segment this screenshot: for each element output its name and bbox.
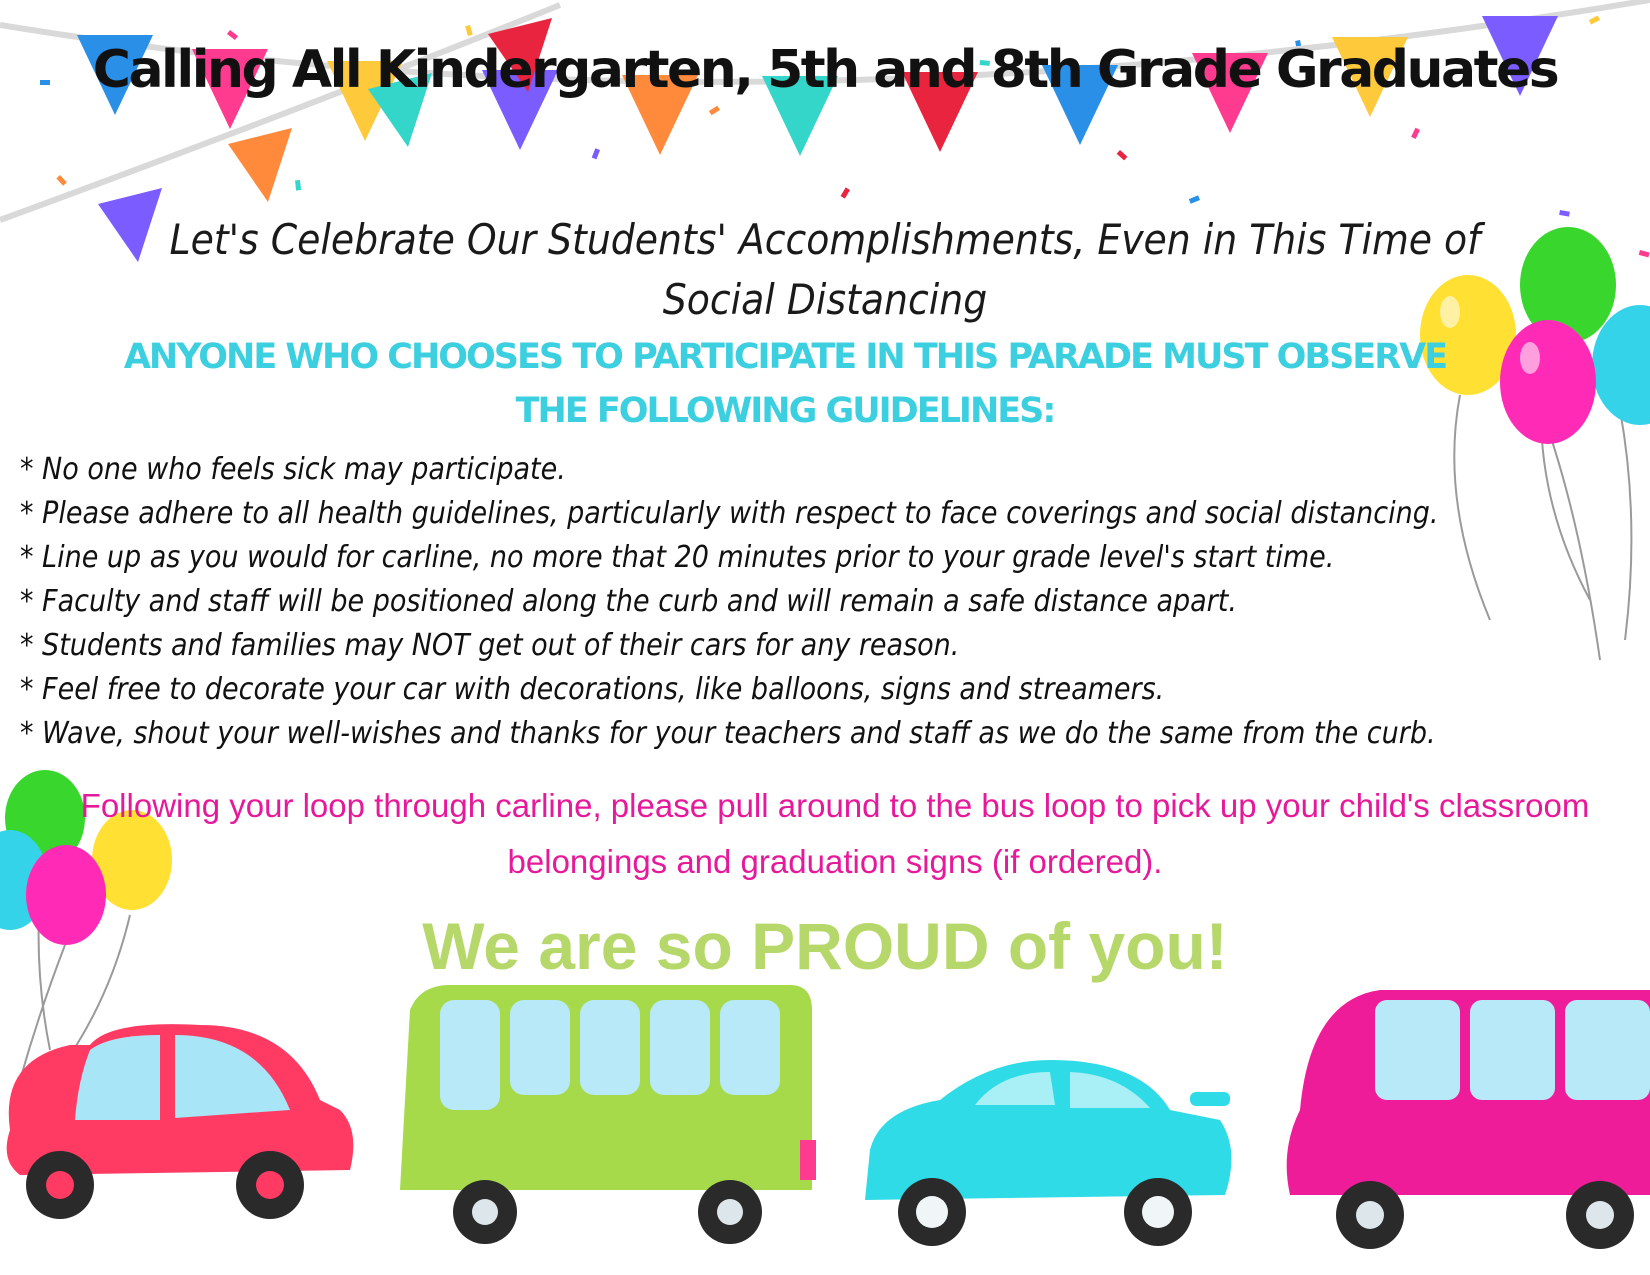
guideline-item: * No one who feels sick may participate. [20,452,566,487]
confetti-piece [295,180,301,190]
confetti-piece [1559,210,1570,217]
page-title: Calling All Kindergarten, 5th and 8th Grade Graduates [92,40,1558,100]
guideline-item: * Faculty and staff will be positioned along the curb and will remain a safe distance apart. [20,584,1237,619]
confetti-piece [465,25,473,36]
closing-message: We are so PROUD of you! [422,909,1228,983]
confetti-piece [1189,195,1200,203]
confetti-piece [1639,250,1650,257]
guideline-item: * Feel free to decorate your car with decorations, like balloons, signs and streamers. [20,672,1165,707]
red-car [7,1024,354,1219]
guideline-item: * Students and families may NOT get out of their cars for any reason. [20,628,960,663]
bunting-flag [228,128,292,202]
confetti-piece [592,148,600,159]
confetti-piece [709,106,720,116]
guideline-item: * Line up as you would for carline, no more that 20 minutes prior to your grade level's start time. [20,540,1335,575]
confetti-piece [841,187,850,198]
confetti-piece [227,30,238,40]
guideline-item: * Wave, shout your well-wishes and thanks for your teachers and staff as we do the same from the curb. [20,716,1436,751]
confetti-piece [56,175,66,186]
subtitle: Let's Celebrate Our Students' Accomplishments, Even in This Time of Social Distancing [169,215,1481,324]
pickup-instructions: Following your loop through carline, please pull around to the bus loop to pick up your child's classroom belongings and graduation signs (if ordered). [80,787,1590,880]
confetti-piece [1117,150,1128,160]
guidelines-list [20,448,1580,756]
confetti-piece [1589,16,1600,25]
green-bus [400,985,816,1244]
confetti-piece [1411,128,1420,139]
guidelines-heading: ANYONE WHO CHOOSES TO PARTICIPATE IN THIS PARADE MUST OBSERVE THE FOLLOWING GUIDELINES: [123,337,1447,431]
guideline-item: * Please adhere to all health guidelines, particularly with respect to face coverings and social distancing. [20,496,1439,531]
cyan-car [865,1060,1231,1246]
pink-van [1287,990,1650,1249]
